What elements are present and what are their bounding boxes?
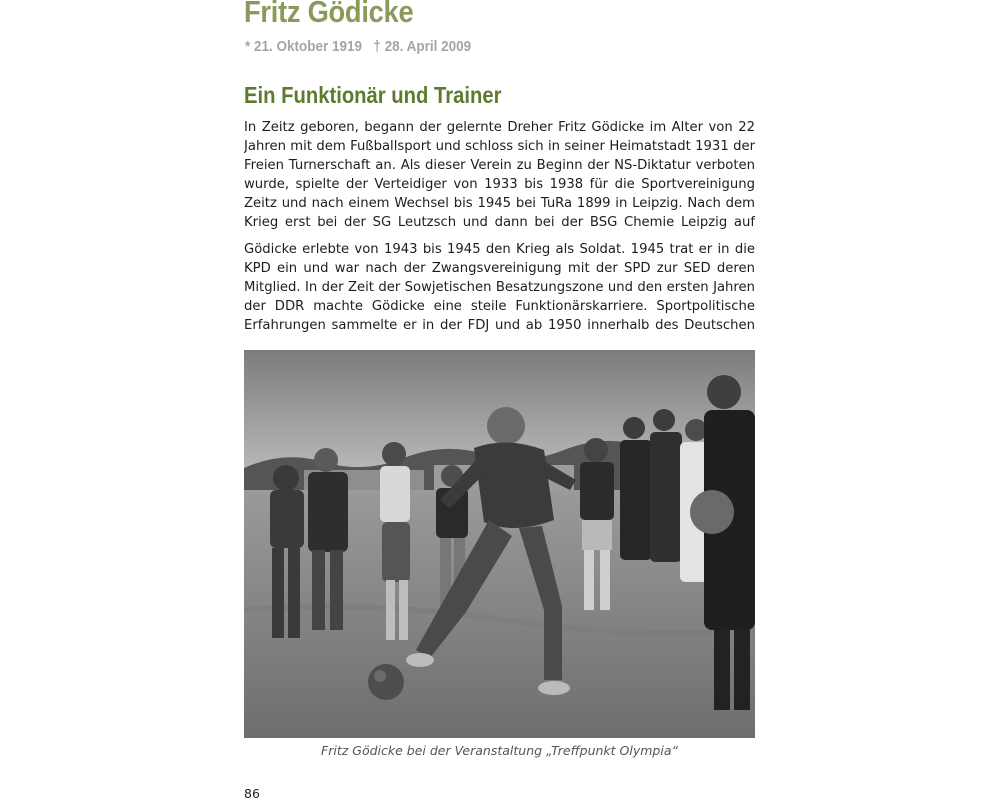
body-paragraph-1: In Zeitz geboren, begann der gelernte Dreher Fritz Gödicke im Alter von 22 Jahren mit dem Fußballsport und schloss sich in seiner Heimatstadt 1931 der Freien Turnerschaft an. Als dieser Verein zu Beginn der NS-Diktatur verboten wurde, spielte der Verteidiger von 1933 bis 1938 für die Sportvereinigung Zeitz und nach einem Wechsel bis 1945 bei TuRa 1899 in Leipzig. Nach dem Krieg erst bei der SG Leutzsch und dann bei der BSG Chemie Leipzig auf bbox=[244, 120, 755, 230]
football-training-photo bbox=[244, 350, 755, 738]
section-heading: Ein Funktionär und Trainer bbox=[244, 82, 502, 108]
photo-caption: Fritz Gödicke bei der Veranstaltung „Treffpunkt Olympia“ bbox=[321, 743, 678, 758]
black-white-photo bbox=[244, 350, 755, 738]
person-name-title: Fritz Gödicke bbox=[244, 0, 414, 29]
page-number: 86 bbox=[244, 786, 260, 801]
body-paragraph-2: Gödicke erlebte von 1943 bis 1945 den Krieg als Soldat. 1945 trat er in die KPD ein und war nach der Zwangsvereinigung mit der SPD zur SED deren Mitglied. In der Zeit der Sowjetischen Besatzungszone und den ersten Jahren der DDR machte Gödicke eine steile Funktionärskarriere. Sportpolitische Erfahrungen sammelte er in der FDJ und ab 1950 innerhalb des Deutschen bbox=[244, 242, 755, 333]
life-dates: * 21. Oktober 1919 † 28. April 2009 bbox=[245, 38, 472, 55]
